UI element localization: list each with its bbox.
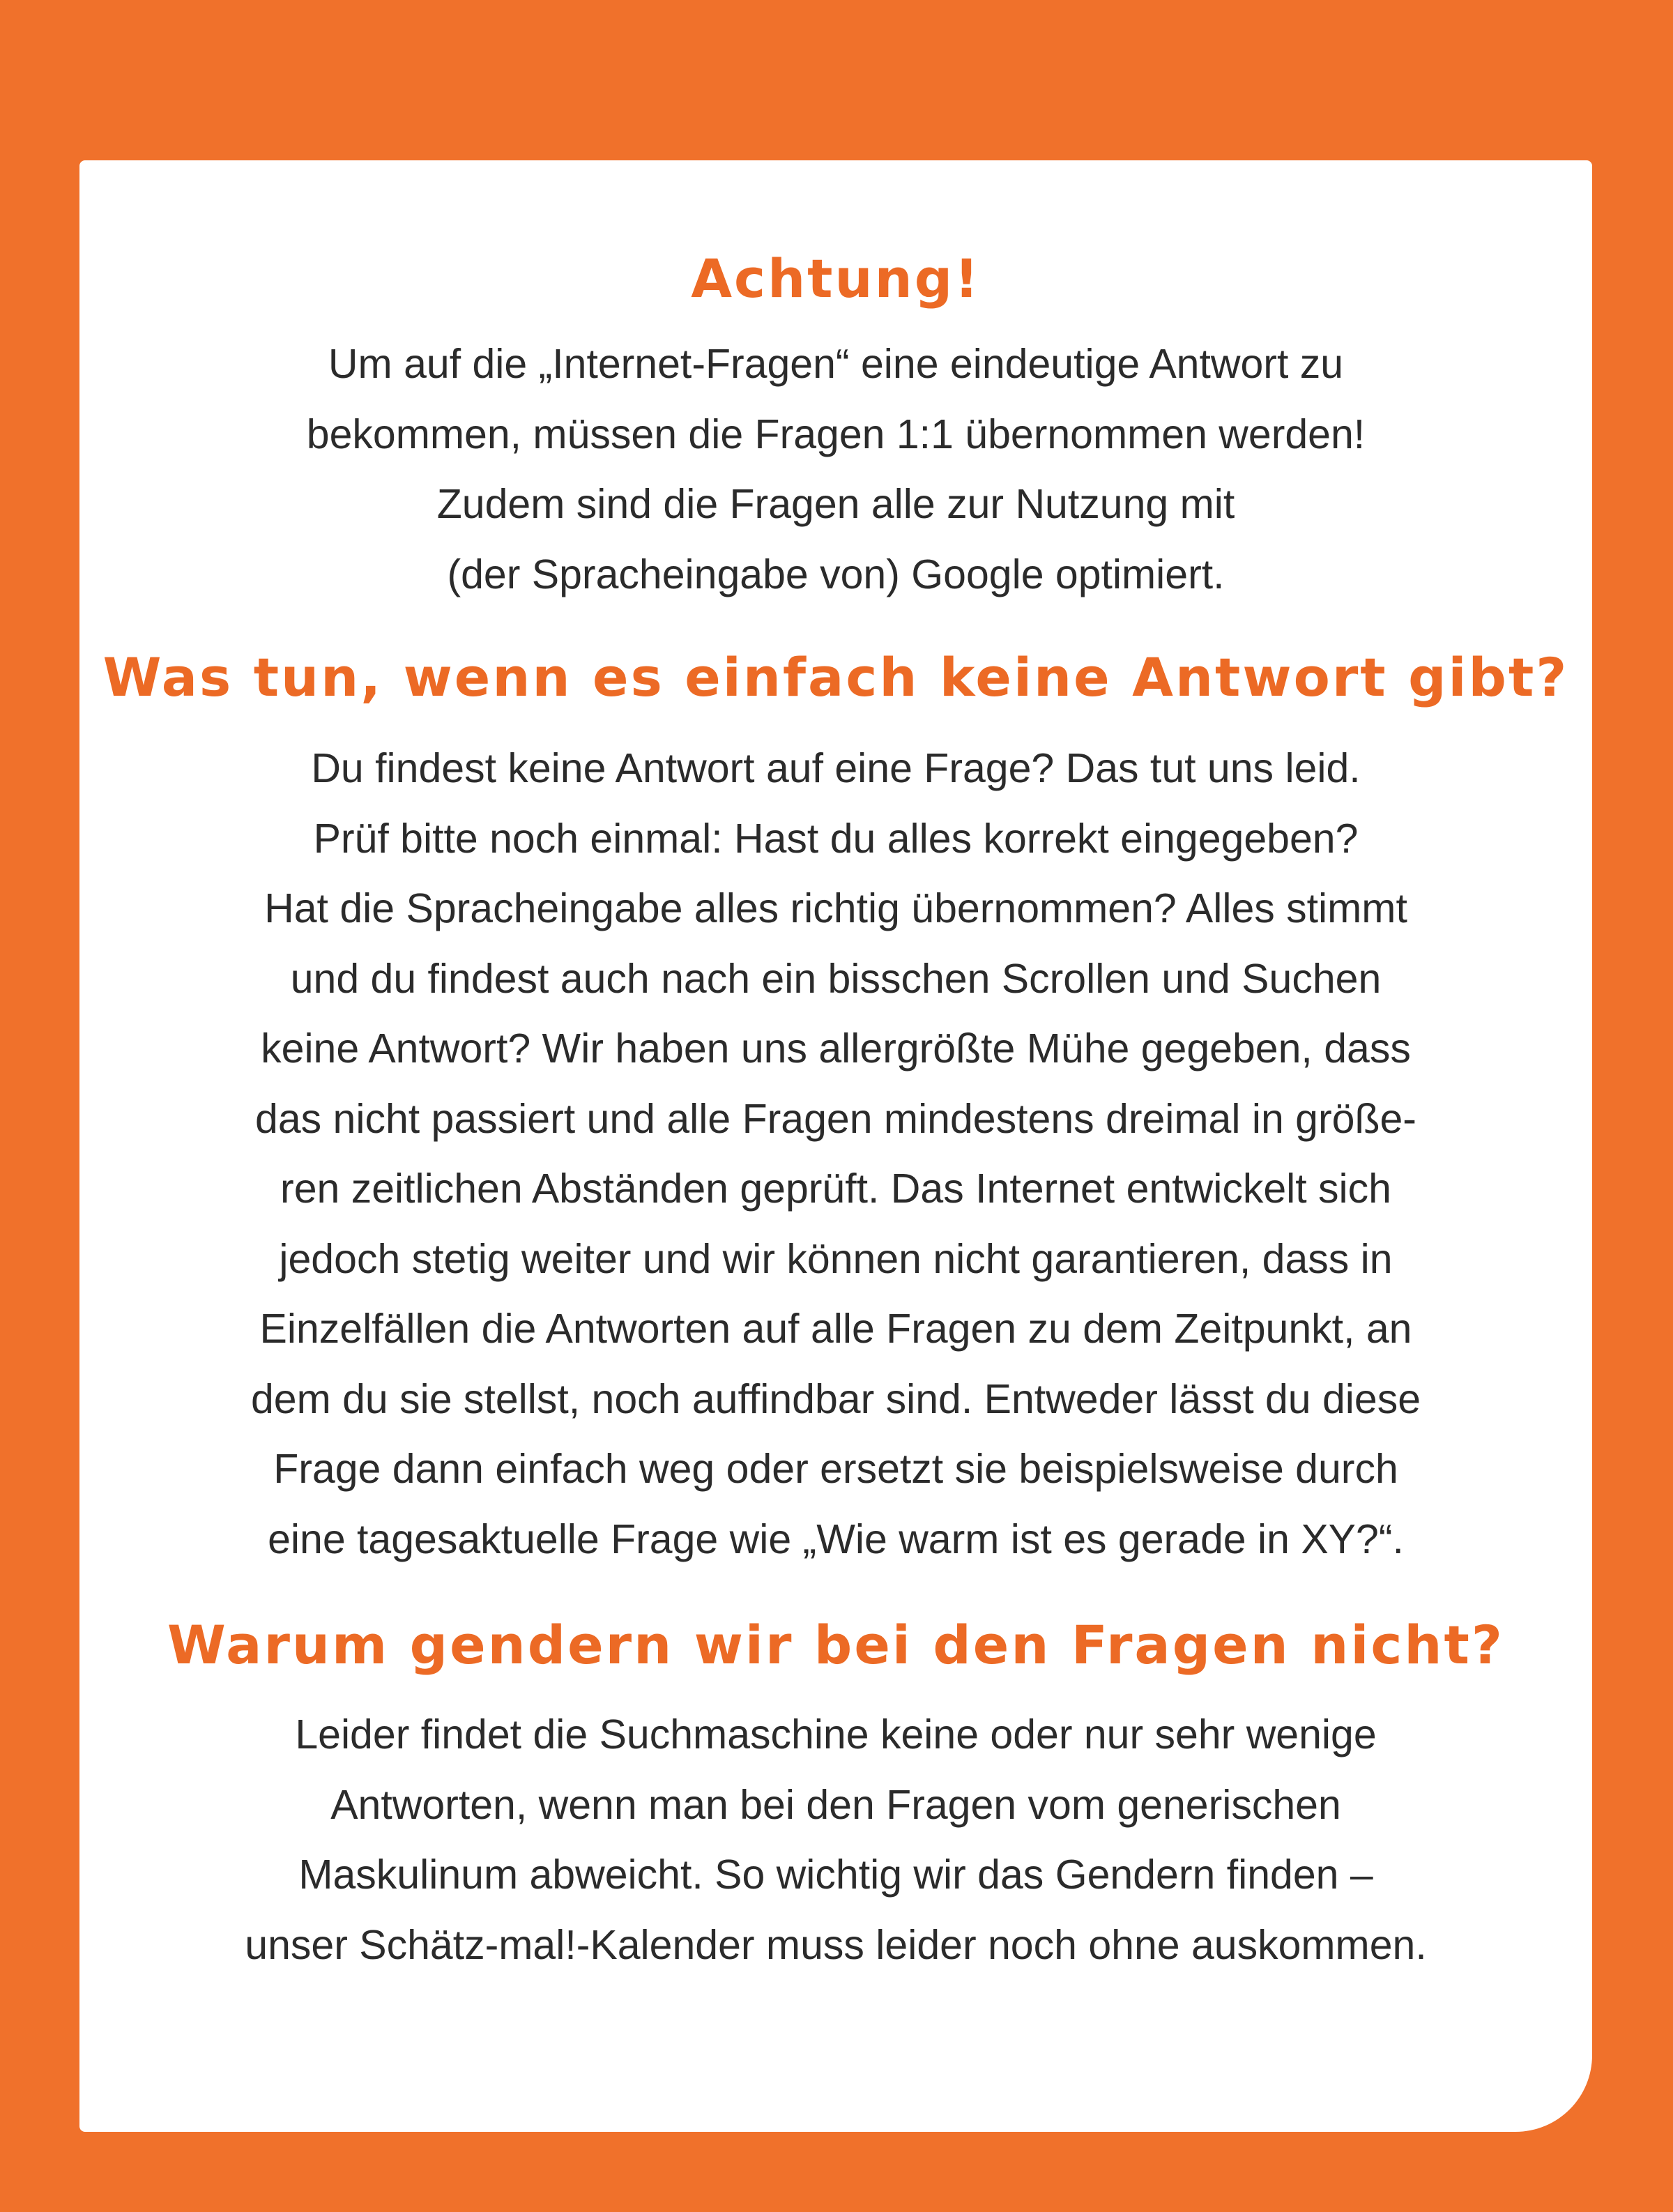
paragraph-gendering: Leider findet die Suchmaschine keine oder nur sehr wenige Antworten, wenn man bei den Fragen vom generischen Maskulinum abweicht. So wichtig wir das Gendern finden – unser Schätz-mal!-Kalender muss leider noch ohne auskommen.: [245, 1711, 1427, 1968]
heading-no-answer: Was tun, wenn es einfach keine Antwort gibt?: [102, 646, 1569, 708]
info-card: [79, 160, 1592, 2132]
paragraph-no-answer: Du findest keine Antwort auf eine Frage? Das tut uns leid. Prüf bitte noch einmal: Hast du alles korrekt eingegeben? Hat die Spracheingabe alles richtig übernommen? Alles stimmt und du findest auch nach ein bisschen Scrollen und Suchen keine Antwort? Wir haben uns allergrößte Mühe gegeben, dass das nicht passiert und alle Fragen mindestens dreimal in größe- ren zeitlichen Abständen geprüft. Das Internet entwickelt sich jedoch stetig weiter und wir können nicht garantieren, dass in Einzelfällen die Antworten auf alle Fragen zu dem Zeitpunkt, an dem du sie stellst, noch auffindbar sind. Entweder lässt du diese Frage dann einfach weg oder ersetzt sie beispielsweise durch eine tagesaktuelle Frage wie „Wie warm ist es gerade in XY?“.: [250, 745, 1421, 1562]
heading-gendering: Warum gendern wir bei den Fragen nicht?: [167, 1614, 1504, 1676]
heading-achtung: Achtung!: [691, 247, 981, 310]
paragraph-achtung: Um auf die „Internet-Fragen“ eine eindeutige Antwort zu bekommen, müssen die Fragen 1:1 übernommen werden! Zudem sind die Fragen alle zur Nutzung mit (der Spracheingabe von) Google optimiert.: [306, 341, 1366, 597]
